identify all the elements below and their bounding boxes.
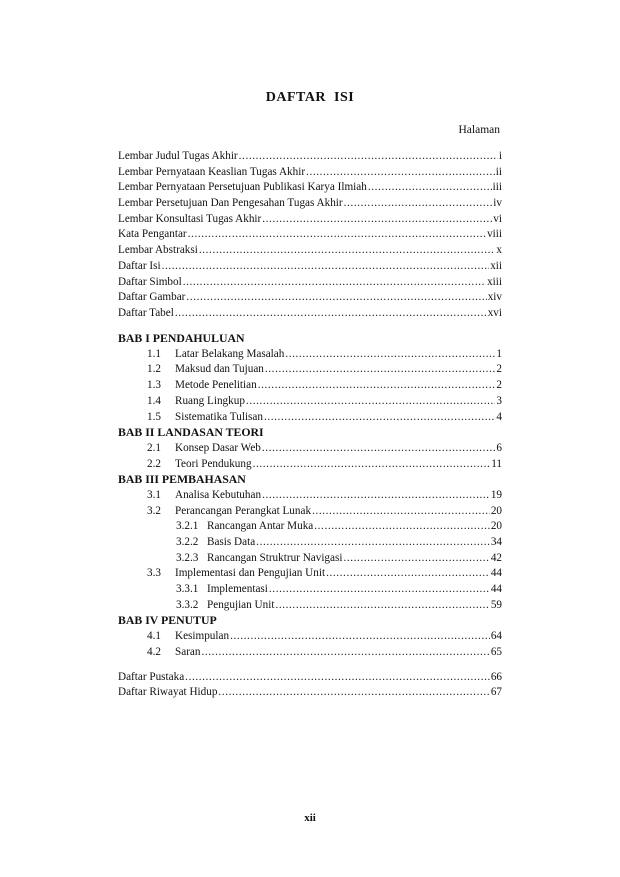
dot-leader [246, 394, 495, 410]
dot-leader [175, 306, 487, 322]
dot-leader [258, 378, 496, 394]
spacer [118, 322, 502, 332]
toc-entry-page: 59 [490, 598, 502, 611]
dot-leader [201, 645, 489, 661]
dot-leader [262, 488, 490, 504]
toc-entry-page: 34 [490, 536, 502, 548]
toc-entry-page: xvi [487, 306, 502, 319]
page-column-header: Halaman [458, 124, 500, 136]
toc-entry-subsection[interactable] [118, 598, 502, 614]
toc-entry-page: 67 [490, 686, 502, 699]
table-of-contents [118, 149, 502, 701]
toc-entry-section[interactable] [118, 504, 502, 520]
dot-leader [306, 165, 495, 181]
dot-leader [265, 362, 496, 378]
toc-entry-subsection[interactable] [118, 551, 502, 567]
dot-leader [199, 243, 496, 259]
toc-entry-subsection[interactable] [118, 519, 502, 535]
dot-leader [343, 551, 489, 567]
toc-entry-title: Lembar Persetujuan Dan Pengesahan Tugas Akhir [118, 197, 343, 210]
section-number: 2.1 [147, 441, 161, 454]
toc-entry-page: 19 [490, 488, 502, 501]
toc-entry-title: Lembar Konsultasi Tugas Akhir [118, 212, 262, 225]
toc-entry-title: Daftar Gambar [118, 291, 186, 304]
dot-leader [183, 275, 486, 291]
toc-entry-page: 6 [496, 441, 502, 454]
toc-entry-front-8[interactable] [118, 275, 502, 291]
dot-leader [218, 685, 489, 701]
toc-entry-page: iii [492, 181, 502, 194]
toc-entry-section[interactable] [118, 629, 502, 645]
toc-entry-title: Implementasi [207, 583, 268, 596]
toc-entry-page: x [496, 244, 502, 257]
dot-leader [275, 598, 489, 614]
toc-entry-page: 3 [496, 394, 502, 407]
section-number: 3.3.1 [176, 583, 199, 596]
toc-entry-page: xiv [487, 291, 502, 304]
toc-entry-page: 42 [490, 551, 502, 564]
section-number: 1.1 [147, 347, 161, 360]
toc-entry-page: 44 [490, 583, 502, 596]
toc-entry-title: Daftar Simbol [118, 275, 182, 288]
dot-leader [256, 535, 490, 551]
toc-entry-front-10[interactable] [118, 306, 502, 322]
toc-entry-page: 1 [496, 347, 502, 360]
toc-entry-title: Basis Data [207, 536, 256, 548]
toc-entry-title: Kata Pengantar [118, 228, 187, 241]
toc-entry-title: Analisa Kebutuhan [175, 488, 262, 501]
toc-entry-title: Perancangan Perangkat Lunak [175, 504, 312, 517]
dot-leader [269, 582, 490, 598]
toc-entry-front-2[interactable] [118, 180, 502, 196]
toc-entry-page: 20 [490, 504, 502, 517]
section-number: 2.2 [147, 457, 161, 470]
dot-leader [253, 457, 491, 473]
toc-entry-page: 4 [496, 410, 502, 423]
toc-entry-page: 66 [490, 670, 502, 683]
toc-entry-page: ii [495, 165, 502, 178]
section-number: 3.2 [147, 504, 161, 517]
dot-leader [262, 441, 496, 457]
toc-entry-front-6[interactable] [118, 243, 502, 259]
dot-leader [186, 290, 486, 306]
toc-entry-title: Rancangan Struktrur Navigasi [207, 551, 343, 564]
toc-entry-title: Saran [175, 645, 201, 658]
dot-leader [344, 196, 493, 212]
toc-entry-page: i [498, 150, 502, 162]
toc-entry-title: Sistematika Tulisan [175, 410, 263, 423]
toc-entry-section[interactable] [118, 362, 502, 378]
section-number: 3.3 [147, 567, 161, 580]
toc-entry-title: Teori Pendukung [175, 457, 252, 470]
toc-chapter-heading[interactable]: BAB II LANDASAN TEORI [118, 425, 264, 440]
toc-entry-section[interactable] [118, 566, 502, 582]
toc-entry-front-5[interactable] [118, 227, 502, 243]
toc-entry-subsection[interactable] [118, 582, 502, 598]
section-number: 4.2 [147, 645, 161, 658]
toc-entry-title: Pengujian Unit [207, 598, 275, 611]
toc-entry-page: 2 [496, 379, 502, 392]
toc-entry-page: 20 [490, 520, 502, 533]
toc-entry-page: 11 [491, 457, 502, 470]
section-number: 1.4 [147, 394, 161, 407]
dot-leader [230, 629, 490, 645]
toc-entry-title: Metode Penelitian [175, 379, 257, 392]
toc-entry-page: 2 [496, 363, 502, 376]
toc-entry-front-7[interactable] [118, 259, 502, 275]
dot-leader [326, 566, 490, 582]
toc-entry-page: vi [493, 212, 502, 225]
toc-entry-section[interactable] [118, 457, 502, 473]
toc-entry-title: Daftar Isi [118, 259, 161, 272]
page-number: xii [304, 812, 316, 824]
dot-leader [162, 259, 490, 275]
toc-entry-title: Daftar Tabel [118, 306, 174, 319]
toc-entry-title: Implementasi dan Pengujian Unit [175, 567, 326, 580]
toc-entry-title: Daftar Pustaka [118, 670, 185, 683]
toc-entry-section[interactable] [118, 645, 502, 661]
toc-entry-front-9[interactable] [118, 290, 502, 306]
section-number: 1.5 [147, 410, 161, 423]
toc-entry-title: Latar Belakang Masalah [175, 347, 285, 360]
dot-leader [368, 180, 492, 196]
toc-entry-section[interactable] [118, 347, 502, 363]
toc-entry-subsection[interactable] [118, 535, 502, 551]
page-title: DAFTAR ISI [265, 90, 355, 105]
toc-entry-section[interactable] [118, 394, 502, 410]
section-number: 3.1 [147, 488, 161, 501]
section-number: 4.1 [147, 630, 161, 643]
dot-leader [312, 504, 490, 520]
section-number: 3.3.2 [176, 598, 199, 611]
dot-leader [262, 212, 492, 228]
toc-entry-section[interactable] [118, 410, 502, 426]
toc-entry-page: 65 [490, 645, 502, 658]
dot-leader [188, 227, 486, 243]
dot-leader [314, 519, 490, 535]
section-number: 1.3 [147, 379, 161, 392]
toc-entry-title: Daftar Riwayat Hidup [118, 686, 218, 699]
toc-entry-title: Kesimpulan [175, 630, 230, 643]
toc-entry-page: xiii [487, 275, 502, 288]
toc-entry-title: Maksud dan Tujuan [175, 363, 264, 376]
toc-entry-back-1[interactable] [118, 685, 502, 701]
section-number: 3.2.2 [176, 536, 199, 548]
toc-entry-page: viii [487, 228, 502, 241]
toc-entry-back-0[interactable] [118, 670, 502, 686]
toc-entry-page: xii [490, 259, 502, 272]
toc-entry-page: iv [493, 197, 502, 210]
toc-entry-section[interactable] [118, 441, 502, 457]
section-number: 1.2 [147, 363, 161, 376]
toc-entry-section[interactable] [118, 488, 502, 504]
section-number: 3.2.3 [176, 551, 199, 564]
toc-entry-title: Lembar Pernyataan Persetujuan Publikasi Karya Ilmiah [118, 181, 367, 194]
toc-entry-front-4[interactable] [118, 212, 502, 228]
toc-entry-title: Ruang Lingkup [175, 394, 245, 407]
toc-entry-title: Konsep Dasar Web [175, 441, 261, 454]
toc-entry-section[interactable] [118, 378, 502, 394]
dot-leader [285, 347, 495, 363]
toc-entry-page: 44 [490, 567, 502, 580]
toc-chapter-heading[interactable]: BAB IV PENUTUP [118, 613, 217, 628]
dot-leader [264, 410, 495, 426]
toc-entry-title: Lembar Pernyataan Keaslian Tugas Akhir [118, 165, 306, 178]
toc-entry-title: Lembar Abstraksi [118, 244, 198, 257]
toc-chapter-heading[interactable]: BAB I PENDAHULUAN [118, 331, 245, 346]
toc-chapter-heading[interactable]: BAB III PEMBAHASAN [118, 472, 246, 487]
dot-leader [239, 149, 498, 165]
toc-entry-title: Rancangan Antar Muka [207, 520, 314, 533]
section-number: 3.2.1 [176, 520, 199, 533]
spacer [118, 661, 502, 670]
toc-entry-title: Lembar Judul Tugas Akhir [118, 150, 238, 162]
dot-leader [185, 670, 490, 686]
toc-entry-front-0[interactable] [118, 149, 502, 165]
toc-entry-front-3[interactable] [118, 196, 502, 212]
toc-entry-page: 64 [490, 630, 502, 643]
toc-entry-front-1[interactable] [118, 165, 502, 181]
